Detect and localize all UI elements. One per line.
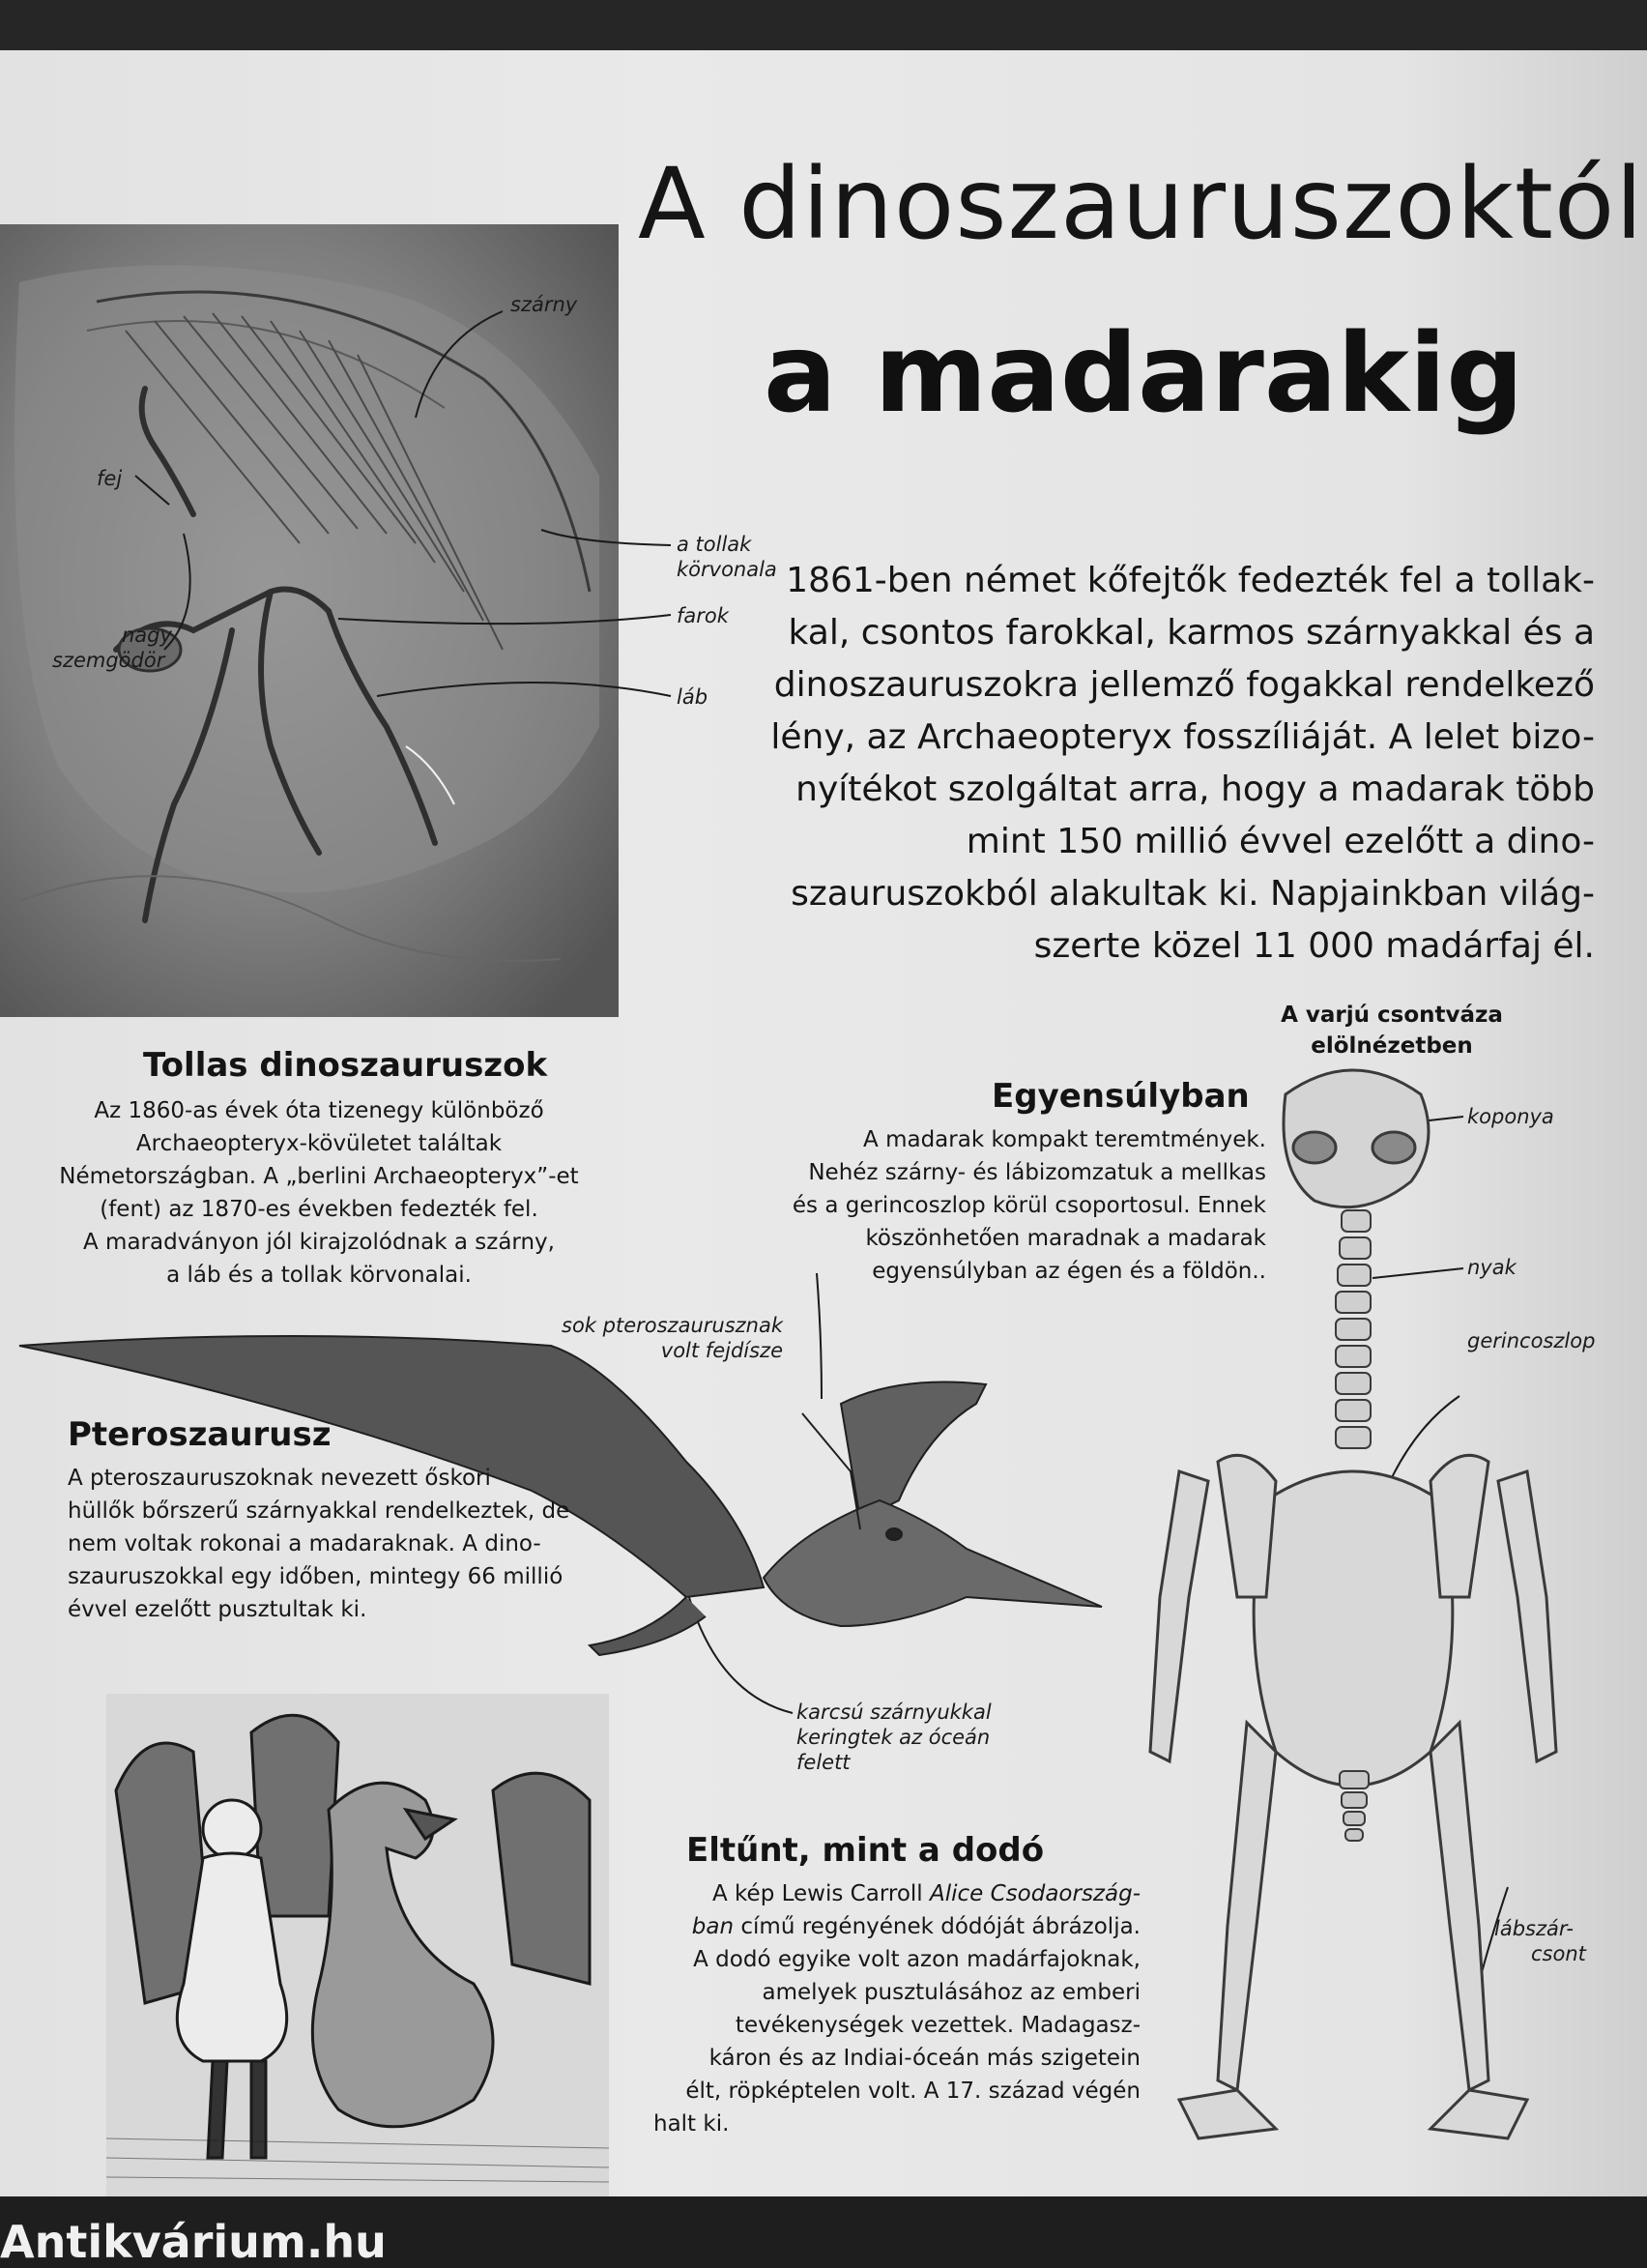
tollas-heading: Tollas dinoszauruszok	[143, 1046, 548, 1085]
ptero-line: évvel ezelőtt pusztultak ki.	[68, 1597, 367, 1622]
dodo-line: élt, röpképtelen volt. A 17. század végén	[685, 2079, 1141, 2104]
ptero-line: A pteroszauruszoknak nevezett őskori	[68, 1466, 491, 1491]
skeleton-caption-line1: A varjú csontváza	[1281, 1003, 1503, 1028]
dodo-line: tevékenységek vezettek. Madagasz-	[735, 2013, 1141, 2038]
dodo-line: halt ki.	[653, 2111, 730, 2137]
label-crest-1: sok pteroszaurusznak	[562, 1314, 783, 1337]
egyensuly-line: Nehéz szárny- és lábizomzatuk a mellkas	[808, 1160, 1266, 1185]
alice-dodo-illustration	[106, 1694, 609, 2196]
label-szarny: szárny	[510, 293, 578, 316]
dodo-line	[619, 1877, 1141, 1910]
egyensuly-line: A madarak kompakt teremtmények.	[863, 1127, 1266, 1152]
label-labszar-2: csont	[1531, 1942, 1586, 1965]
label-wing-1: karcsú szárnyukkal	[796, 1701, 992, 1724]
watermark: Antikvárium.hu	[0, 2216, 387, 2268]
label-wing-2: keringtek az óceán	[796, 1726, 991, 1749]
label-tollak-1: a tollak	[677, 533, 752, 556]
label-wing-3: felett	[796, 1751, 851, 1774]
intro-line: mint 150 millió évvel ezelőtt a dino-	[966, 822, 1595, 861]
dodo-line: A dodó egyike volt azon madárfajoknak,	[693, 1947, 1141, 1972]
ptero-line: szauruszokkal egy időben, mintegy 66 millió	[68, 1564, 563, 1589]
book-edge-top	[0, 0, 1647, 54]
tollas-line: Németországban. A „berlini Archaeopteryx”-et	[59, 1164, 579, 1189]
engraving-image	[106, 1694, 609, 2196]
dodo-book-title-1: Alice Csodaország-	[929, 1881, 1141, 1906]
label-gerincoszlop: gerincoszlop	[1467, 1329, 1596, 1352]
intro-line: kal, csontos farokkal, karmos szárnyakkal és a	[788, 613, 1595, 653]
dodo-line: káron és az Indiai-óceán más szigetein	[708, 2046, 1141, 2071]
egyensuly-line: egyensúlyban az égen és a földön..	[872, 1259, 1266, 1284]
dodo-book-title-2: ban	[691, 1914, 735, 1939]
intro-paragraph	[764, 555, 1595, 973]
label-farok: farok	[677, 604, 729, 627]
tollas-line: A maradványon jól kirajzolódnak a szárny,	[83, 1230, 555, 1255]
intro-line: lény, az Archaeopteryx fosszíliáját. A lelet bizo-	[770, 717, 1595, 757]
dodo-line1-a: A kép Lewis Carroll	[712, 1881, 930, 1906]
dodo-heading: Eltűnt, mint a dodó	[686, 1831, 1045, 1870]
skeleton-caption	[1247, 1000, 1537, 1061]
label-fej: fej	[97, 467, 123, 490]
dodo-line: amelyek pusztulásához az emberi	[762, 1980, 1141, 2005]
egyensuly-line: köszönhetően maradnak a madarak	[865, 1226, 1266, 1251]
label-labszar-1: lábszár-	[1494, 1917, 1574, 1940]
intro-line: szauruszokból alakultak ki. Napjainkban világ-	[791, 874, 1595, 914]
page-title-line1: A dinoszauruszoktól	[638, 147, 1644, 262]
ptero-heading: Pteroszaurusz	[68, 1415, 332, 1454]
label-koponya: koponya	[1467, 1105, 1554, 1128]
tollas-line: Archaeopteryx-kövületet találtak	[135, 1131, 503, 1156]
label-szem-1: nagy	[122, 624, 172, 647]
tollas-line: a láb és a tollak körvonalai.	[166, 1263, 472, 1288]
intro-line: dinoszauruszokra jellemző fogakkal rendelkező	[773, 665, 1595, 705]
skeleton-caption-line2: elölnézetben	[1311, 1033, 1473, 1059]
ptero-line: hüllők bőrszerű szárnyakkal rendelkeztek, de	[68, 1498, 570, 1524]
label-tollak-2: körvonala	[677, 558, 777, 581]
tollas-line: Az 1860-as évek óta tizenegy különböző	[94, 1098, 544, 1123]
intro-line: nyítékot szolgáltat arra, hogy a madarak több	[795, 770, 1595, 809]
dodo-line2-b: című regényének dódóját ábrázolja.	[734, 1914, 1141, 1939]
book-page	[0, 50, 1647, 2268]
page-title-line2: a madarakig	[764, 311, 1524, 437]
egyensuly-heading: Egyensúlyban	[992, 1077, 1250, 1116]
label-lab: láb	[677, 685, 708, 709]
intro-line: 1861-ben német kőfejtők fedezték fel a tollak-	[786, 561, 1595, 600]
label-crest-2: volt fejdíszе	[660, 1339, 783, 1362]
ptero-text	[68, 1462, 609, 1626]
tollas-text	[39, 1094, 599, 1292]
dodo-line	[619, 1910, 1141, 1943]
ptero-line: nem voltak rokonai a madaraknak. A dino-	[68, 1531, 541, 1556]
label-nyak: nyak	[1467, 1256, 1517, 1279]
crow-skeleton-image	[1121, 1056, 1604, 2196]
tollas-line: (fent) az 1870-es években fedezték fel.	[100, 1197, 538, 1222]
dodo-text	[619, 1877, 1141, 2140]
label-szem-2: szemgödör	[52, 649, 165, 672]
intro-line: szerte közel 11 000 madárfaj él.	[1033, 926, 1595, 966]
egyensuly-line: és a gerincoszlop körül csoportosul. Ennek	[792, 1193, 1266, 1218]
